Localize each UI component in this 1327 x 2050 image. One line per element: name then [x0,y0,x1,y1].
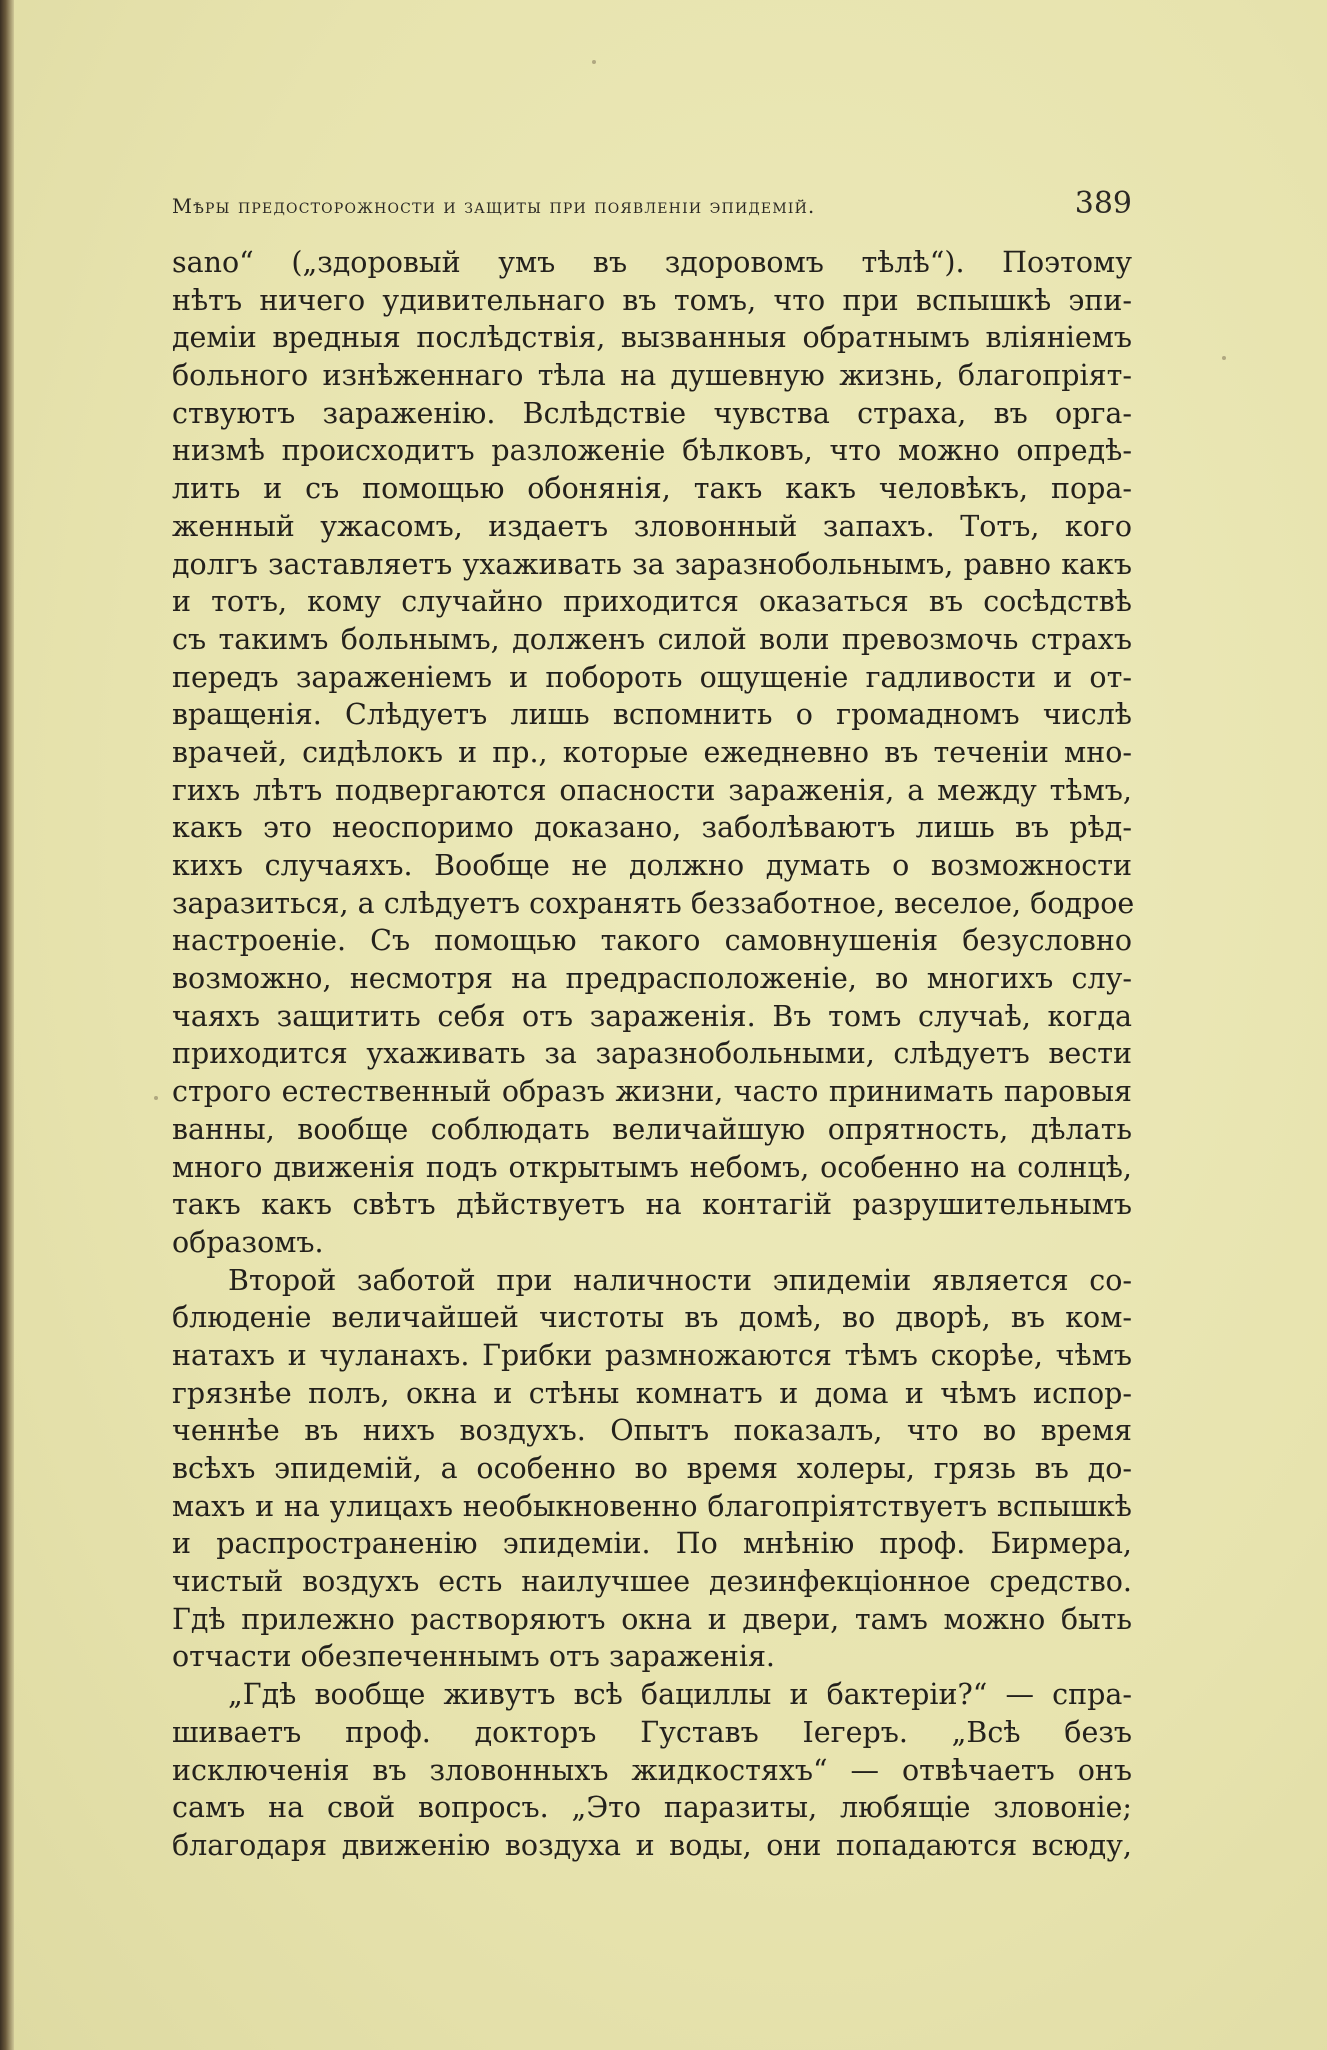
paper-speck [1222,356,1226,360]
text-line: ванны, вообще соблюдать величайшую опрятность, дѣлать [172,1112,1132,1146]
text-line: нѣтъ ничего удивительнаго въ томъ, что при вспышкѣ эпи- [172,283,1132,317]
paper-speck [592,60,596,64]
text-line: sano“ („здоровый умъ въ здоровомъ тѣлѣ“). Поэтому [172,246,1132,279]
text-line: больного изнѣженнаго тѣла на душевную жизнь, благопріят- [172,359,1132,393]
text-line: настроеніе. Съ помощью такого самовнушенія безусловно [172,924,1132,958]
text-line: кихъ случаяхъ. Вообще не должно думать о возможности [172,849,1132,882]
running-head-title: Мѣры предосторожности и защиты при появленіи эпидемій. [172,195,816,218]
page-number: 389 [1074,186,1132,221]
body-text [172,244,1135,1865]
text-line: ствуютъ зараженію. Вслѣдствіе чувства страха, въ орга- [172,396,1132,430]
text-line: съ такимъ больнымъ, долженъ силой воли превозмочь страхъ [172,622,1132,656]
text-line: чистый воздухъ есть наилучшее дезинфекціонное средство. [172,1565,1132,1599]
text-line: врачей, сидѣлокъ и пр., которые ежедневно въ теченіи мно- [172,735,1132,769]
text-line: приходится ухаживать за заразнобольными, слѣдуетъ вести [172,1037,1132,1071]
text-line: и распространенію эпидеміи. По мнѣнію проф. Бирмера, [172,1527,1132,1561]
text-line: Гдѣ прилежно растворяютъ окна и двери, тамъ можно быть [172,1602,1132,1636]
text-line: отчасти обезпеченнымъ отъ зараженія. [172,1640,775,1674]
text-line: ченнѣе въ нихъ воздухъ. Опытъ показалъ, что во время [172,1414,1132,1448]
page-binding-edge [0,0,14,2050]
text-line: женный ужасомъ, издаетъ зловонный запахъ. Тотъ, кого [172,509,1132,543]
text-line: передъ зараженіемъ и побороть ощущеніе гадливости и от- [172,660,1132,694]
text-line: много движенія подъ открытымъ небомъ, особенно на солнцѣ, [172,1150,1132,1184]
text-line: шиваетъ проф. докторъ Густавъ Іегеръ. „Всѣ безъ [172,1715,1132,1749]
text-line: долгъ заставляетъ ухаживать за заразнобольнымъ, равно какъ [172,547,1132,581]
text-line: вращенія. Слѣдуетъ лишь вспомнить о громадномъ числѣ [172,698,1132,732]
text-line: такъ какъ свѣтъ дѣйствуетъ на контагій разрушительнымъ [172,1188,1132,1222]
text-line: гихъ лѣтъ подвергаются опасности зараженія, а между тѣмъ, [172,773,1132,807]
text-line: деміи вредныя послѣдствія, вызванныя обратнымъ вліяніемъ [172,321,1132,355]
text-line: всѣхъ эпидемій, а особенно во время холеры, грязь въ до- [172,1452,1132,1485]
text-line: натахъ и чуланахъ. Грибки размножаются тѣмъ скорѣе, чѣмъ [172,1338,1132,1372]
text-line: строго естественный образъ жизни, часто принимать паровыя [172,1075,1132,1109]
paper-speck [154,1096,158,1100]
text-line: лить и съ помощью обонянія, такъ какъ человѣкъ, пора- [172,472,1132,506]
text-line: грязнѣе полъ, окна и стѣны комнатъ и дома и чѣмъ испор- [172,1376,1132,1410]
text-line: благодаря движенію воздуха и воды, они попадаются всюду, [172,1828,1132,1862]
text-line: и тотъ, кому случайно приходится оказаться въ сосѣдствѣ [172,585,1132,619]
text-line: какъ это неоспоримо доказано, заболѣваютъ лишь въ рѣд- [172,811,1132,845]
text-line: махъ и на улицахъ необыкновенно благопріятствуетъ вспышкѣ [172,1489,1132,1523]
text-line: чаяхъ защитить себя отъ зараженія. Въ томъ случаѣ, когда [172,999,1132,1033]
text-line: „Гдѣ вообще живутъ всѣ бациллы и бактеріи?“ — спра- [228,1678,1132,1712]
text-line: исключенія въ зловонныхъ жидкостяхъ“ — отвѣчаетъ онъ [172,1753,1132,1787]
text-line: возможно, несмотря на предрасположеніе, во многихъ слу- [172,962,1132,996]
text-line: Второй заботой при наличности эпидеміи является со- [228,1263,1132,1297]
running-head [172,186,1132,226]
text-line: низмѣ происходитъ разложеніе бѣлковъ, что можно опредѣ- [172,434,1132,468]
text-line: блюденіе величайшей чистоты въ домѣ, во дворѣ, въ ком- [172,1301,1132,1335]
text-line: заразиться, а слѣдуетъ сохранять беззаботное, веселое, бодрое [172,886,1135,920]
text-line: образомъ. [172,1225,324,1259]
text-line: самъ на свой вопросъ. „Это паразиты, любящіе зловоніе; [172,1791,1132,1825]
